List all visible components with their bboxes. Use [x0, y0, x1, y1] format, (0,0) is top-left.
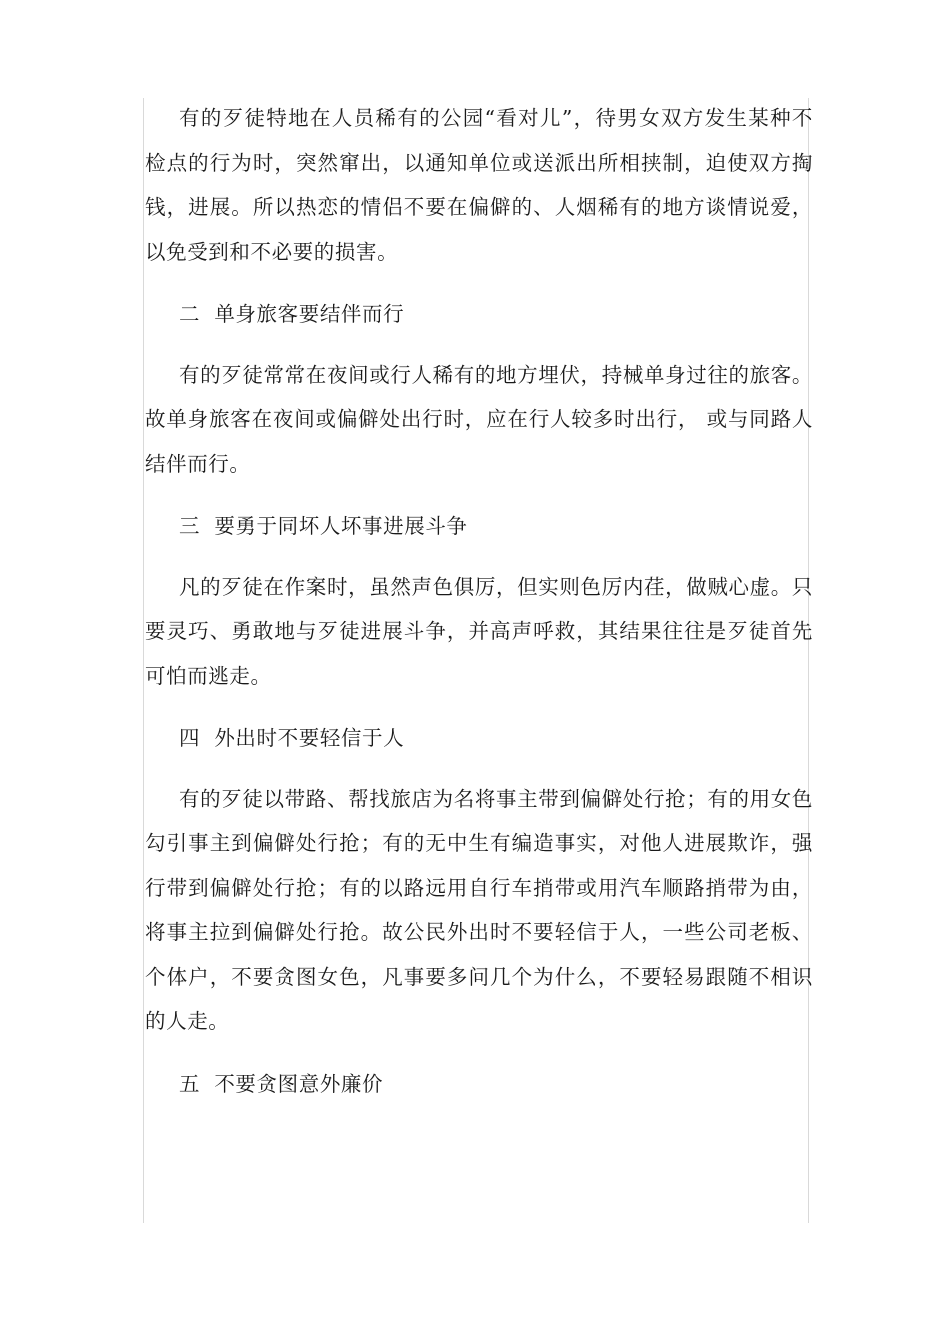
section-heading-4: 四 外出时不要轻信于人 — [179, 726, 405, 750]
left-margin-line — [143, 98, 144, 1223]
paragraph-1: 有的歹徒特地在人员稀有的公园“看对儿”，待男女双方发生某种不检点的行为时，突然窜出，以通知单位或送派出所相挟制，迫使双方掏钱，进展。所以热恋的情侣不要在偏僻的、人烟稀有的地方谈情说爱，以免受到和不必要的损害。 — [145, 106, 813, 264]
section-heading-3: 三 要勇于同坏人坏事进展斗争 — [179, 514, 468, 538]
document-body — [145, 96, 813, 1106]
section-heading-5: 五 不要贪图意外廉价 — [179, 1071, 384, 1096]
paragraph-4: 有的歹徒以带路、帮找旅店为名将事主带到偏僻处行抢；有的用女色勾引事主到偏僻处行抢；有的无中生有编造事实，对他人进展欺诈，强行带到偏僻处行抢；有的以路远用自行车捎带或用汽车顺路捎带为由，将事主拉到偏僻处行抢。故公民外出时不要轻信于人，一些公司老板、个体户，不要贪图女色，凡事要多问几个为什么，不要轻易跟随不相识的人走。 — [145, 786, 813, 1033]
paragraph-3: 凡的歹徒在作案时，虽然声色俱厉，但实则色厉内荏，做贼心虚。只要灵巧、勇敢地与歹徒进展斗争，并高声呼救，其结果往往是歹徒首先可怕而逃走。 — [145, 574, 813, 688]
paragraph-2: 有的歹徒常常在夜间或行人稀有的地方埋伏，持械单身过往的旅客。故单身旅客在夜间或偏僻处出行时，应在行人较多时出行， 或与同路人结伴而行。 — [145, 362, 813, 476]
section-heading-2: 二 单身旅客要结伴而行 — [179, 302, 405, 326]
